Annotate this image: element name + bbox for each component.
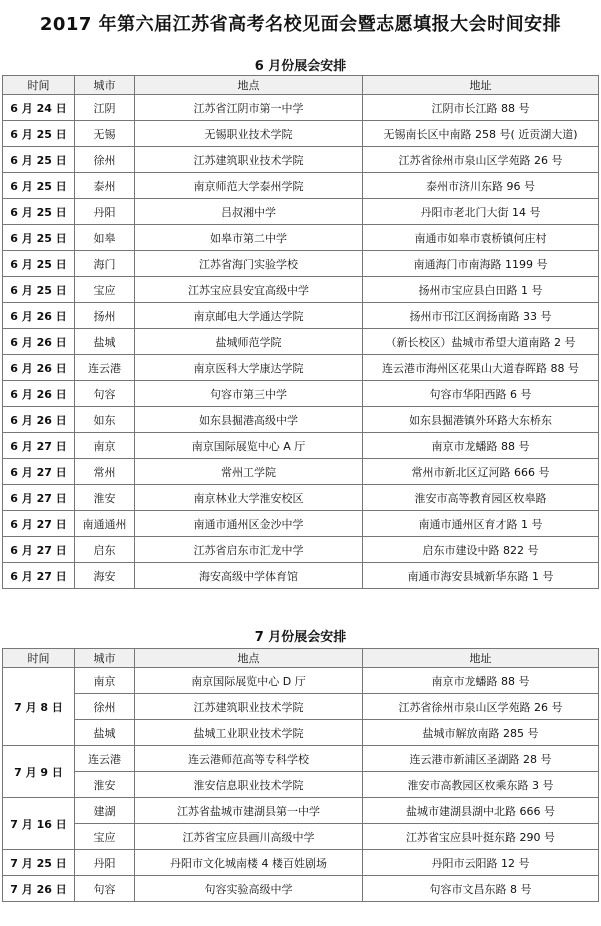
table-row	[3, 355, 599, 381]
place-cell: 吕叔湘中学	[135, 199, 363, 225]
place-cell: 海安高级中学体育馆	[135, 563, 363, 589]
table-row	[3, 95, 599, 121]
table-row	[3, 850, 599, 876]
place-cell: 盐城师范学院	[135, 329, 363, 355]
table-row	[3, 433, 599, 459]
place-cell: 如东县掘港高级中学	[135, 407, 363, 433]
header-city: 城市	[75, 76, 135, 95]
date-cell: 6 月 25 日	[3, 173, 75, 199]
table-row	[3, 537, 599, 563]
city-cell: 宝应	[75, 824, 135, 850]
date-cell: 6 月 26 日	[3, 303, 75, 329]
address-cell: 如东县掘港镇外环路大东桥东	[363, 407, 599, 433]
date-cell: 6 月 25 日	[3, 121, 75, 147]
address-cell: 江阴市长江路 88 号	[363, 95, 599, 121]
address-cell: 无锡南长区中南路 258 号( 近贡湖大道)	[363, 121, 599, 147]
address-cell: 淮安市高教园区枚乘东路 3 号	[363, 772, 599, 798]
address-cell: 泰州市济川东路 96 号	[363, 173, 599, 199]
address-cell: 南通海门市南海路 1199 号	[363, 251, 599, 277]
city-cell: 南京	[75, 433, 135, 459]
place-cell: 江苏省江阴市第一中学	[135, 95, 363, 121]
table-row	[3, 720, 599, 746]
july-schedule-table	[2, 648, 599, 902]
city-cell: 如东	[75, 407, 135, 433]
date-cell: 6 月 26 日	[3, 355, 75, 381]
address-cell: 南京市龙蟠路 88 号	[363, 433, 599, 459]
city-cell: 连云港	[75, 355, 135, 381]
table-row	[3, 251, 599, 277]
place-cell: 江苏省启东市汇龙中学	[135, 537, 363, 563]
address-cell: 南通市通州区育才路 1 号	[363, 511, 599, 537]
place-cell: 江苏建筑职业技术学院	[135, 694, 363, 720]
place-cell: 江苏省盐城市建湖县第一中学	[135, 798, 363, 824]
date-cell: 6 月 26 日	[3, 381, 75, 407]
city-cell: 南京	[75, 668, 135, 694]
city-cell: 建湖	[75, 798, 135, 824]
table-row	[3, 329, 599, 355]
date-cell: 7 月 9 日	[3, 746, 75, 798]
date-cell: 6 月 25 日	[3, 147, 75, 173]
table-row	[3, 824, 599, 850]
table-row	[3, 876, 599, 902]
table-row	[3, 563, 599, 589]
header-address: 地址	[363, 76, 599, 95]
address-cell: 江苏省徐州市泉山区学苑路 26 号	[363, 147, 599, 173]
city-cell: 丹阳	[75, 199, 135, 225]
table-row	[3, 381, 599, 407]
city-cell: 海门	[75, 251, 135, 277]
city-cell: 常州	[75, 459, 135, 485]
header-place: 地点	[135, 649, 363, 668]
address-cell: 江苏省徐州市泉山区学苑路 26 号	[363, 694, 599, 720]
date-cell: 6 月 25 日	[3, 199, 75, 225]
table-row	[3, 147, 599, 173]
table-row	[3, 485, 599, 511]
city-cell: 淮安	[75, 772, 135, 798]
table-row	[3, 121, 599, 147]
place-cell: 如皋市第二中学	[135, 225, 363, 251]
place-cell: 南京邮电大学通达学院	[135, 303, 363, 329]
table-row	[3, 798, 599, 824]
place-cell: 南京林业大学淮安校区	[135, 485, 363, 511]
date-cell: 6 月 27 日	[3, 459, 75, 485]
table-row	[3, 173, 599, 199]
address-cell: 常州市新北区辽河路 666 号	[363, 459, 599, 485]
place-cell: 江苏建筑职业技术学院	[135, 147, 363, 173]
header-time: 时间	[3, 649, 75, 668]
place-cell: 江苏省海门实验学校	[135, 251, 363, 277]
table-row	[3, 694, 599, 720]
july-section-title: 7 月份展会安排	[254, 630, 347, 645]
june-schedule-table	[2, 75, 599, 589]
place-cell: 江苏宝应县安宜高级中学	[135, 277, 363, 303]
date-cell: 7 月 8 日	[3, 668, 75, 746]
june-section-title: 6 月份展会安排	[254, 59, 347, 74]
city-cell: 句容	[75, 381, 135, 407]
city-cell: 海安	[75, 563, 135, 589]
header-place: 地点	[135, 76, 363, 95]
address-cell: 南京市龙蟠路 88 号	[363, 668, 599, 694]
address-cell: 句容市华阳西路 6 号	[363, 381, 599, 407]
city-cell: 南通通州	[75, 511, 135, 537]
address-cell: 启东市建设中路 822 号	[363, 537, 599, 563]
city-cell: 宝应	[75, 277, 135, 303]
date-cell: 6 月 25 日	[3, 251, 75, 277]
date-cell: 6 月 27 日	[3, 537, 75, 563]
table-row	[3, 303, 599, 329]
table-row	[3, 511, 599, 537]
address-cell: 扬州市邗江区润扬南路 33 号	[363, 303, 599, 329]
address-cell: 连云港市新浦区圣湖路 28 号	[363, 746, 599, 772]
city-cell: 盐城	[75, 720, 135, 746]
date-cell: 6 月 27 日	[3, 485, 75, 511]
header-time: 时间	[3, 76, 75, 95]
table-row	[3, 746, 599, 772]
table-header-row	[3, 76, 599, 95]
place-cell: 南京医科大学康达学院	[135, 355, 363, 381]
date-cell: 7 月 16 日	[3, 798, 75, 850]
header-city: 城市	[75, 649, 135, 668]
address-cell: 盐城市解放南路 285 号	[363, 720, 599, 746]
place-cell: 连云港师范高等专科学校	[135, 746, 363, 772]
place-cell: 句容实验高级中学	[135, 876, 363, 902]
place-cell: 南京国际展览中心 D 厅	[135, 668, 363, 694]
table-row	[3, 407, 599, 433]
place-cell: 南京师范大学泰州学院	[135, 173, 363, 199]
city-cell: 句容	[75, 876, 135, 902]
table-row	[3, 199, 599, 225]
place-cell: 常州工学院	[135, 459, 363, 485]
address-cell: 丹阳市老北门大街 14 号	[363, 199, 599, 225]
table-row	[3, 772, 599, 798]
place-cell: 无锡职业技术学院	[135, 121, 363, 147]
address-cell: 南通市海安县城新华东路 1 号	[363, 563, 599, 589]
table-row	[3, 277, 599, 303]
city-cell: 盐城	[75, 329, 135, 355]
date-cell: 7 月 26 日	[3, 876, 75, 902]
city-cell: 泰州	[75, 173, 135, 199]
address-cell: 扬州市宝应县白田路 1 号	[363, 277, 599, 303]
date-cell: 6 月 27 日	[3, 433, 75, 459]
city-cell: 徐州	[75, 147, 135, 173]
place-cell: 句容市第三中学	[135, 381, 363, 407]
table-row	[3, 459, 599, 485]
place-cell: 盐城工业职业技术学院	[135, 720, 363, 746]
date-cell: 6 月 24 日	[3, 95, 75, 121]
page-title: 2017 年第六届江苏省高考名校见面会暨志愿填报大会时间安排	[39, 14, 562, 35]
address-cell: 盐城市建湖县湖中北路 666 号	[363, 798, 599, 824]
address-cell: （新长校区）盐城市希望大道南路 2 号	[363, 329, 599, 355]
city-cell: 江阴	[75, 95, 135, 121]
date-cell: 6 月 27 日	[3, 563, 75, 589]
address-cell: 句容市文昌东路 8 号	[363, 876, 599, 902]
header-address: 地址	[363, 649, 599, 668]
city-cell: 连云港	[75, 746, 135, 772]
place-cell: 南通市通州区金沙中学	[135, 511, 363, 537]
table-row	[3, 225, 599, 251]
date-cell: 6 月 27 日	[3, 511, 75, 537]
city-cell: 淮安	[75, 485, 135, 511]
address-cell: 南通市如皋市袁桥镇何庄村	[363, 225, 599, 251]
place-cell: 淮安信息职业技术学院	[135, 772, 363, 798]
place-cell: 江苏省宝应县画川高级中学	[135, 824, 363, 850]
address-cell: 丹阳市云阳路 12 号	[363, 850, 599, 876]
city-cell: 无锡	[75, 121, 135, 147]
date-cell: 7 月 25 日	[3, 850, 75, 876]
address-cell: 连云港市海州区花果山大道春晖路 88 号	[363, 355, 599, 381]
city-cell: 启东	[75, 537, 135, 563]
date-cell: 6 月 26 日	[3, 407, 75, 433]
table-header-row	[3, 649, 599, 668]
table-row	[3, 668, 599, 694]
city-cell: 如皋	[75, 225, 135, 251]
address-cell: 江苏省宝应县叶挺东路 290 号	[363, 824, 599, 850]
address-cell: 淮安市高等教育园区枚皋路	[363, 485, 599, 511]
city-cell: 扬州	[75, 303, 135, 329]
city-cell: 徐州	[75, 694, 135, 720]
place-cell: 丹阳市文化城南楼 4 楼百姓剧场	[135, 850, 363, 876]
date-cell: 6 月 25 日	[3, 225, 75, 251]
city-cell: 丹阳	[75, 850, 135, 876]
date-cell: 6 月 26 日	[3, 329, 75, 355]
place-cell: 南京国际展览中心 A 厅	[135, 433, 363, 459]
date-cell: 6 月 25 日	[3, 277, 75, 303]
